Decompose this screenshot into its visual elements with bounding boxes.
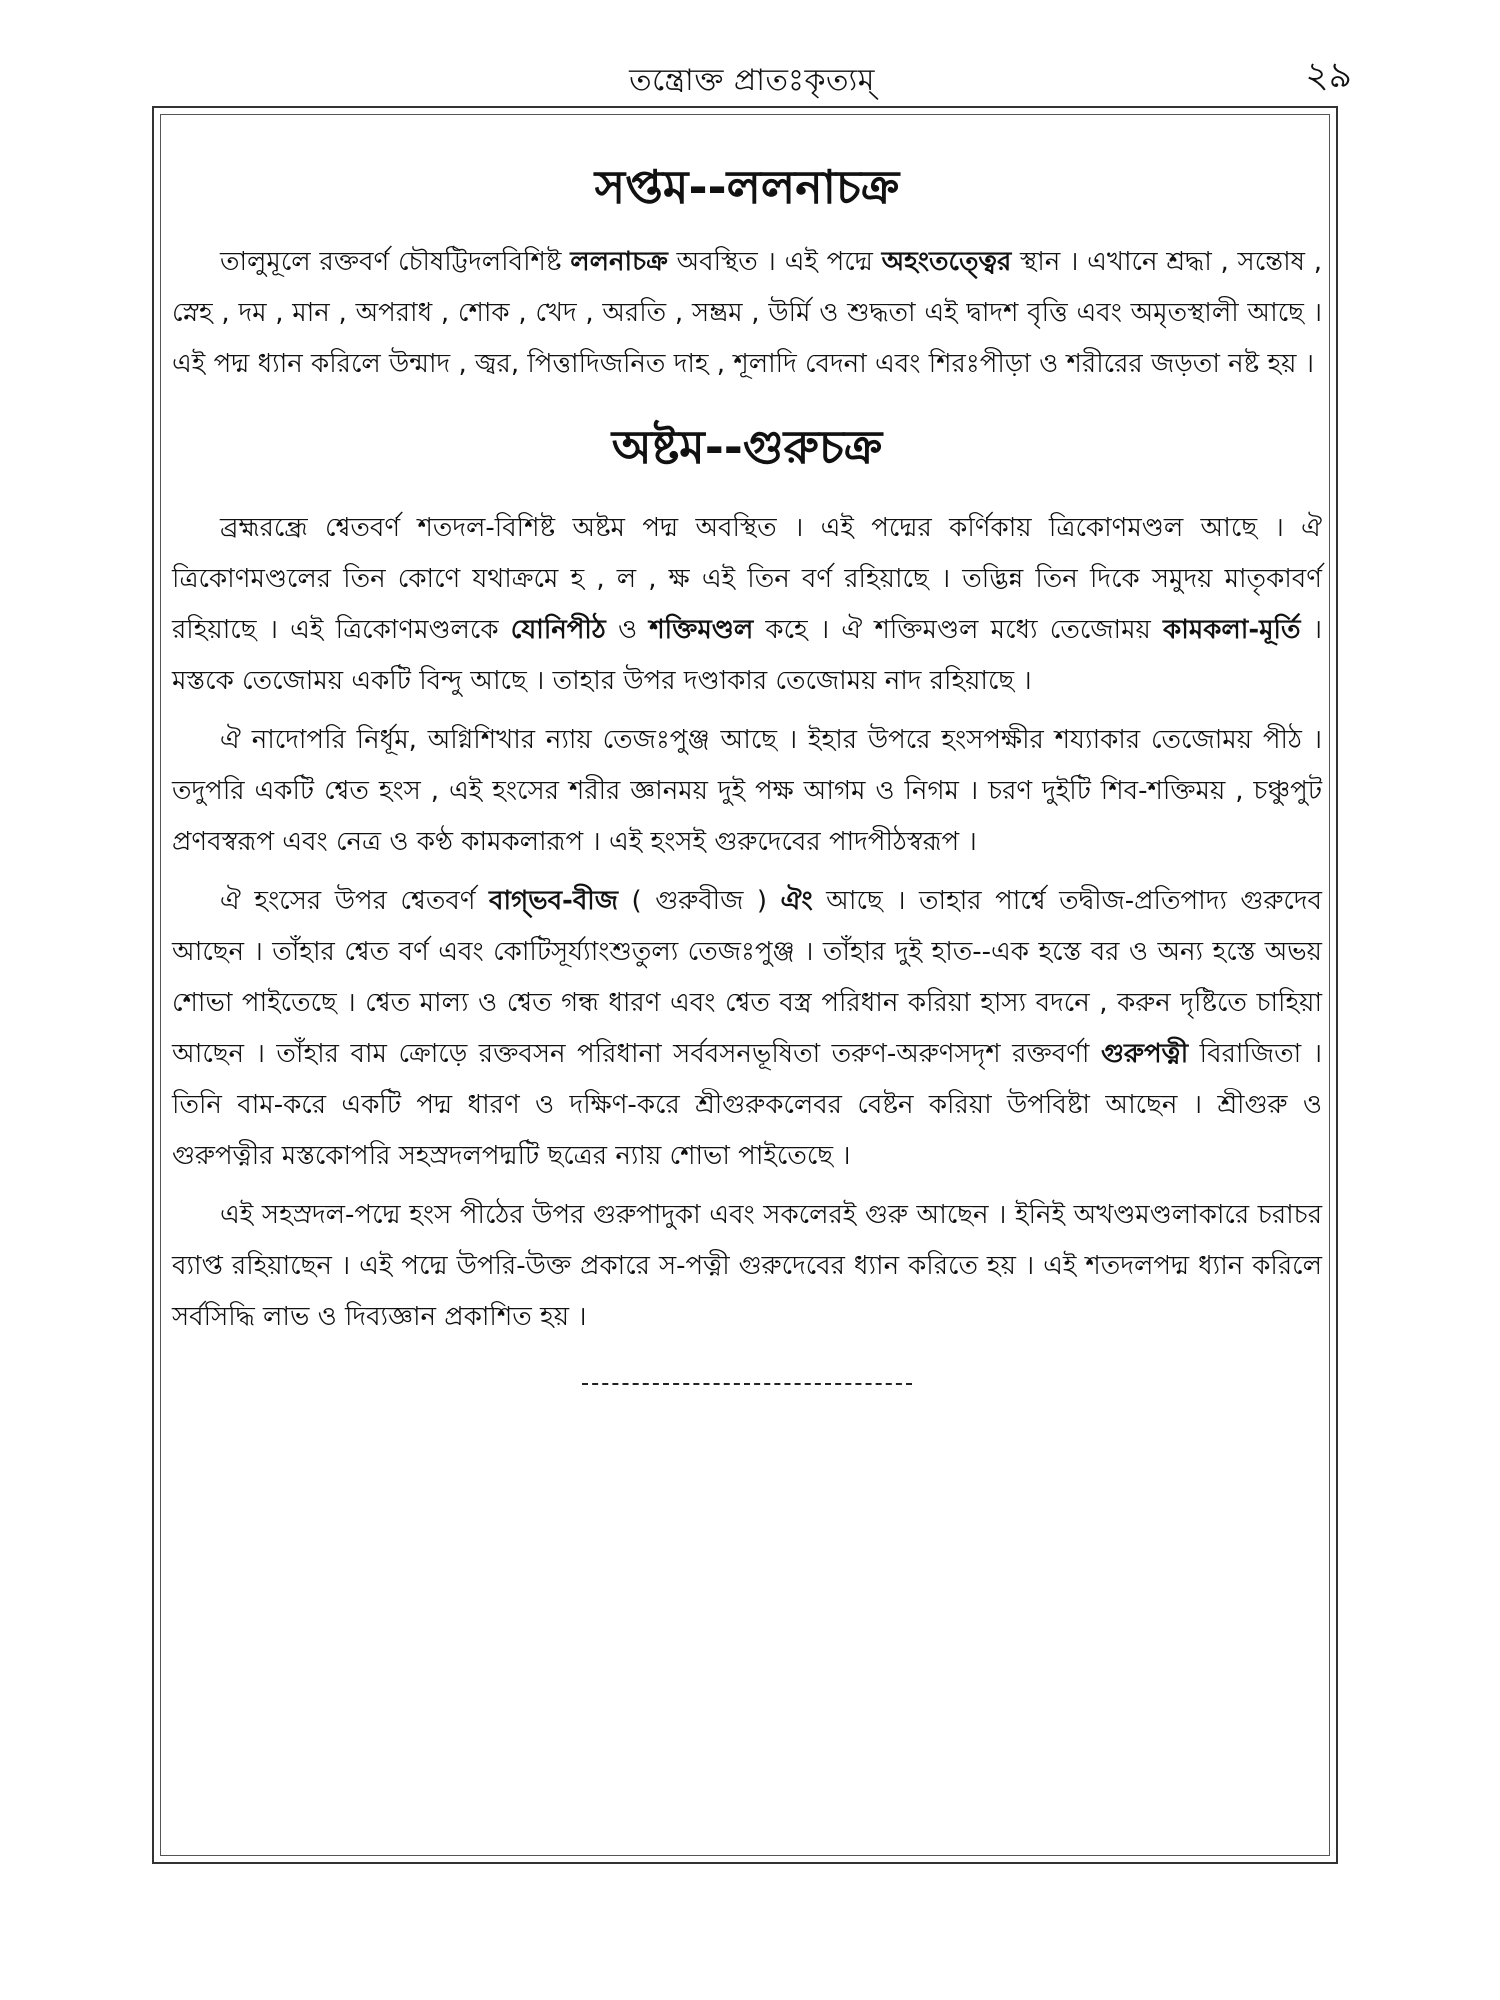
bold-term: অহংতত্ত্বের [881, 247, 1012, 278]
bold-term: ললনাচক্র [570, 247, 668, 278]
bold-term: কামকলা-মূর্তি [1163, 615, 1301, 646]
paragraph-guru-chakra-4: এই সহস্রদল-পদ্মে হংস পীঠের উপর গুরুপাদুকা এবং সকলেরই গুরু আছেন । ইনিই অখণ্ডমণ্ডলাকারে চরাচর ব্যাপ্ত রহিয়াছেন । এই পদ্মে উপরি-উক্ত প্রকারে স-পত্নী গুরুদেবের ধ্যান করিতে হয় । এই শতদলপদ্ম ধ্যান করিলে সর্বসিদ্ধি লাভ ও দিব্যজ্ঞান প্রকাশিত হয় । [172, 1200, 1322, 1333]
end-divider [582, 1383, 912, 1385]
running-head [152, 48, 1352, 108]
text-run: তালুমূলে রক্তবর্ণ চৌষট্টিদলবিশিষ্ট [220, 247, 571, 278]
text-run: আছে । তাহার পার্শ্বে তদ্বীজ-প্রতিপাদ্য গুরুদেব আছেন । তাঁহার শ্বেত বর্ণ এবং কোটিসূর্য্যাংশুতুল্য তেজঃপুঞ্জ । তাঁহার দুই হাত--এক হস্তে বর ও অন্য হস্তে অভয় শোভা পাইতেছে । শ্বেত মাল্য ও শ্বেত গন্ধ ধারণ এবং শ্বেত বস্ত্র পরিধান করিয়া হাস্য বদনে , করুন দৃষ্টিতে চাহিয়া আছেন । তাঁহার বাম ক্রোড়ে রক্তবসন পরিধানা সর্ববসনভূষিতা তরুণ-অরুণসদৃশ রক্তবর্ণা [172, 886, 1322, 1070]
bold-term: যোনিপীঠ [510, 615, 606, 646]
running-title: তন্ত্রোক্ত প্রাতঃকৃত্যম্ [629, 63, 875, 98]
text-run: কহে । ঐ শক্তিমণ্ডল মধ্যে তেজোময় [753, 615, 1164, 646]
page-number: ২৯ [1305, 55, 1352, 96]
text-run: ও [605, 615, 650, 646]
text-run: অবস্থিত । এই পদ্মে [667, 247, 882, 278]
bold-term: বাগ্‌ভব-বীজ [489, 886, 619, 917]
paragraph-guru-chakra-3 [172, 876, 1322, 1182]
text-run: ঐ হংসের উপর শ্বেতবর্ণ [220, 886, 490, 917]
paragraph-guru-chakra-2: ঐ নাদোপরি নির্ধূম, অগ্নিশিখার ন্যায় তেজঃপুঞ্জ আছে । ইহার উপরে হংসপক্ষীর শয্যাকার তেজোময় পীঠ । তদুপরি একটি শ্বেত হংস , এই হংসের শরীর জ্ঞানময় দুই পক্ষ আগম ও নিগম । চরণ দুইটি শিব-শক্তিময় , চঞ্চুপুট প্রণবস্বরূপ এবং নেত্র ও কণ্ঠ কামকলারূপ । এই হংসই গুরুদেবের পাদপীঠস্বরূপ । [172, 725, 1322, 858]
text-run: । মস্তকে তেজোময় একটি বিন্দু আছে । তাহার উপর দণ্ডাকার তেজোময় নাদ রহিয়াছে । [172, 615, 1322, 697]
section-heading-lalana-chakra: সপ্তম--ললনাচক্র [594, 160, 900, 214]
section-heading-guru-chakra: অষ্টম--গুরুচক্র [611, 420, 883, 475]
text-run: স্থান । এখানে শ্রদ্ধা , সন্তোষ , স্নেহ , দম , মান , অপরাধ , শোক , খেদ , অরতি , সম্ভ্রম , উর্মি ও শুদ্ধতা এই দ্বাদশ বৃত্তি এবং অমৃতস্থালী আছে । এই পদ্ম ধ্যান করিলে উন্মাদ , জ্বর, পিত্তাদিজনিত দাহ , শূলাদি বেদনা এবং শিরঃপীড়া ও শরীরের জড়তা নষ্ট হয় । [172, 247, 1323, 380]
text-run: বিরাজিতা । তিনি বাম-করে একটি পদ্ম ধারণ ও দক্ষিণ-করে শ্রীগুরুকলেবর বেষ্টন করিয়া উপবিষ্টা আছেন । শ্রীগুরু ও গুরুপত্নীর মস্তকোপরি সহস্রদলপদ্মটি ছত্রের ন্যায় শোভা পাইতেছে । [172, 1039, 1323, 1172]
paragraph-lalana-chakra [172, 237, 1322, 390]
paragraph-guru-chakra-1 [172, 503, 1322, 707]
bold-term: গুরুপত্নী [1100, 1039, 1189, 1070]
text-run: ( গুরুবীজ ) [618, 886, 781, 917]
bold-term: ঐং [780, 886, 813, 917]
text-run: ব্রহ্মরন্ধ্রে শ্বেতবর্ণ শতদল-বিশিষ্ট অষ্টম পদ্ম অবস্থিত । এই পদ্মের কর্ণিকায় ত্রিকোণমণ্ডল আছে । ঐ ত্রিকোণমণ্ডলের তিন কোণে যথাক্রমে হ , ল , ক্ষ এই তিন বর্ণ রহিয়াছে । তদ্ভিন্ন তিন দিকে সমুদয় মাতৃকাবর্ণ রহিয়াছে । এই ত্রিকোণমণ্ডলকে [172, 513, 1322, 646]
bold-term: শক্তিমণ্ডল [649, 615, 754, 646]
page-content [172, 160, 1322, 1385]
